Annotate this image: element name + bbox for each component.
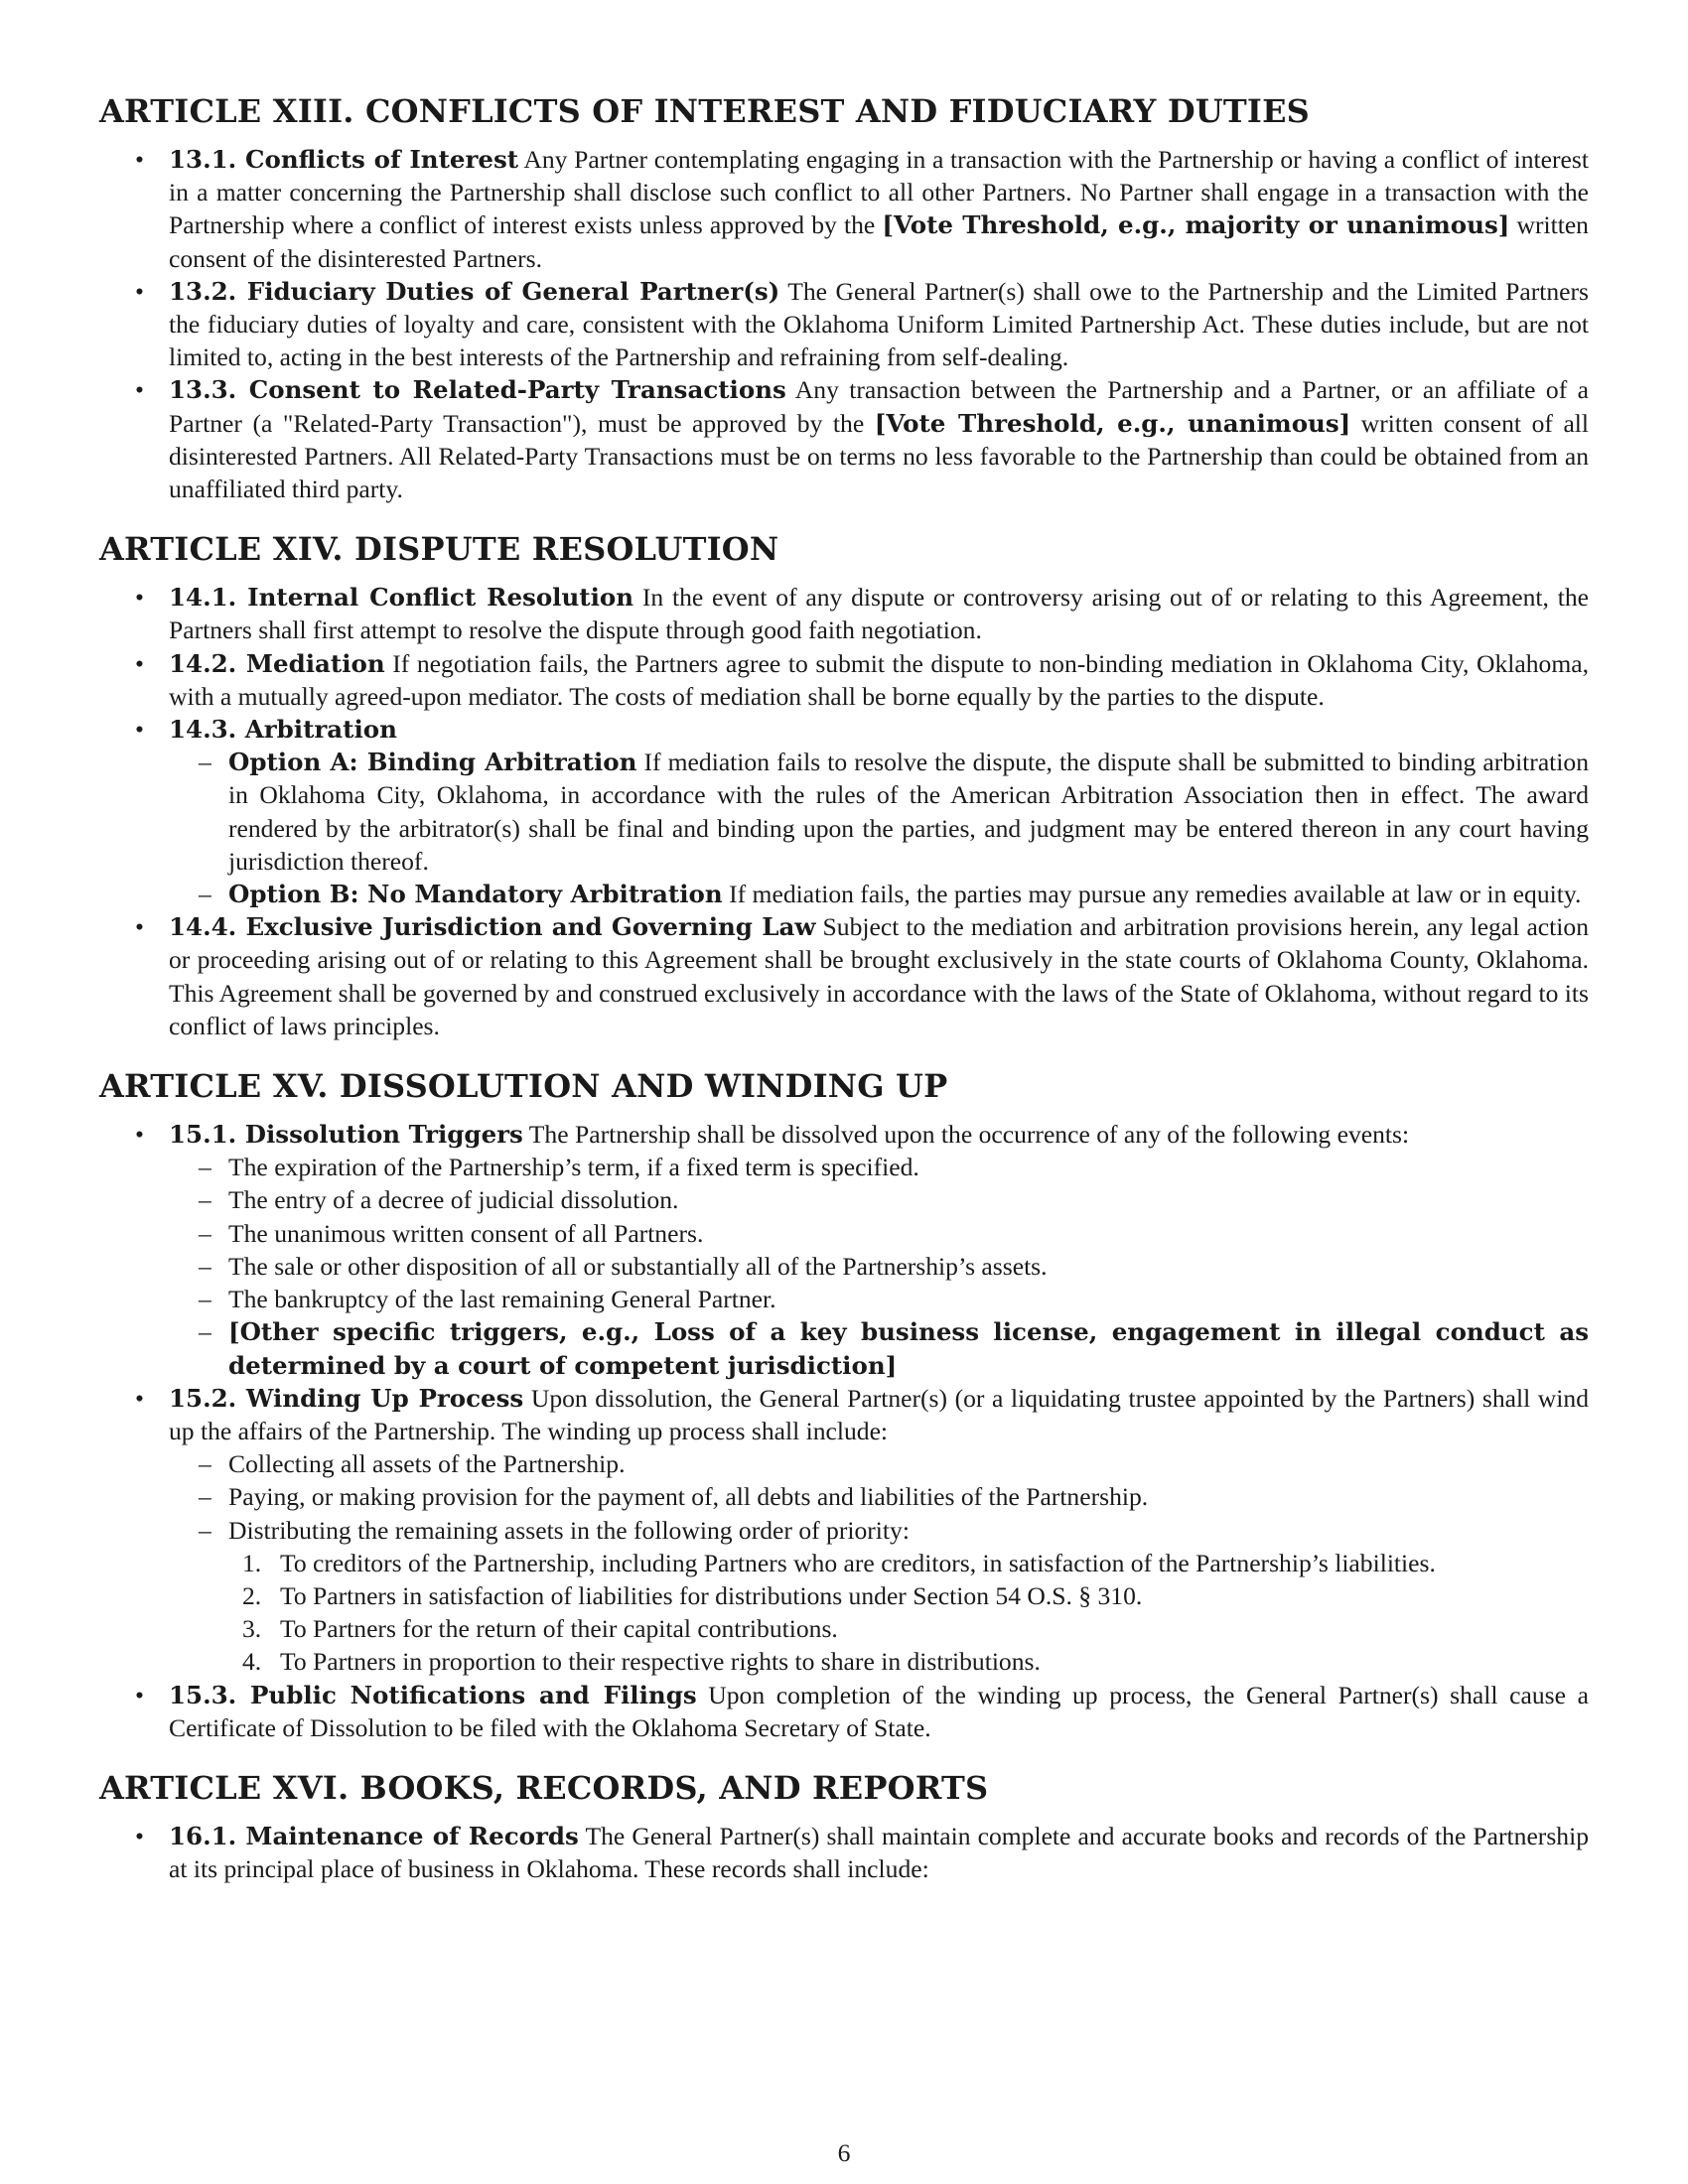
priority-number: 1.	[242, 1548, 262, 1577]
option-text: If mediation fails to resolve the dispute, the dispute shall be submitted to binding arbitration in Oklahoma City, Oklahoma, in accordance with the rules of the American Arbitration Association then in effect. The award rendered by the arbitrator(s) shall be final and binding upon the parties, and judgment may be entered thereon in any court having jurisdiction thereof.	[228, 748, 1589, 876]
priority-number: 3.	[242, 1614, 262, 1644]
section-heading: 14.3. Arbitration	[169, 715, 397, 745]
section-heading: 16.1. Maintenance of Records	[169, 1821, 579, 1850]
page-number: 6	[837, 2138, 851, 2167]
priority-text: To Partners in satisfaction of liabilities for distributions under Section 54 O.S. § 310.	[280, 1580, 1143, 1610]
section-13-1	[99, 143, 1589, 275]
placeholder-text: [Vote Threshold, e.g., majority or unanimous]	[882, 210, 1510, 240]
priority-number: 2.	[242, 1580, 262, 1610]
option-heading: Option A: Binding Arbitration	[228, 748, 637, 777]
list-item: – The sale or other disposition of all or substantially all of the Partnership’s assets.	[169, 1250, 1589, 1283]
section-15-2	[99, 1382, 1589, 1679]
section-heading: 13.2. Fiduciary Duties of General Partner(s)	[169, 276, 780, 306]
section-text: Upon completion of the winding up process, the General Partner(s) shall cause a Certificate of Dissolution to be filed with the Oklahoma Secretary of State.	[169, 1680, 1589, 1742]
section-text: The General Partner(s) shall owe to the Partnership and the Limited Partners the fiduciary duties of loyalty and care, consistent with the Oklahoma Uniform Limited Partnership Act. These duties include, but are not limited to, acting in the best interests of the Partnership and refraining from self-dealing.	[169, 276, 1589, 372]
priority-list	[228, 1547, 1589, 1679]
section-15-1	[99, 1118, 1589, 1382]
section-list	[99, 1118, 1589, 1744]
option-heading: Option B: No Mandatory Arbitration	[228, 880, 723, 909]
option-a	[169, 746, 1589, 878]
article-heading: ARTICLE XV. DISSOLUTION AND WINDING UP	[99, 1067, 948, 1106]
priority-item	[228, 1547, 1589, 1579]
list-item: – Collecting all assets of the Partnership.	[169, 1447, 1589, 1480]
article-xiii	[99, 91, 1589, 505]
section-text: written consent of all disinterested Partners. All Related-Party Transactions must be on terms no less favorable to the Partnership than could be obtained from an unaffiliated third party.	[169, 408, 1590, 504]
section-text: In the event of any dispute or controversy arising out of or relating to this Agreement, the Partners shall first attempt to resolve the dispute through good faith negotiation.	[169, 583, 1589, 645]
article-xv	[99, 1066, 1589, 1744]
list-item: – The bankruptcy of the last remaining General Partner.	[169, 1283, 1589, 1315]
document-page	[99, 91, 1589, 1909]
section-14-4	[99, 910, 1589, 1042]
priority-text: To Partners in proportion to their respective rights to share in distributions.	[280, 1647, 1041, 1677]
winding-up-steps	[169, 1447, 1589, 1678]
section-heading: 15.1. Dissolution Triggers	[169, 1120, 523, 1150]
priority-item	[228, 1612, 1589, 1645]
section-14-1	[99, 581, 1589, 646]
section-text: Any transaction between the Partnership and a Partner, or an affiliate of a Partner (a "Related-Party Transaction"), must be approved by the	[169, 375, 1589, 438]
list-item-text: Distributing the remaining assets in the following order of priority:	[228, 1515, 910, 1545]
section-14-2	[99, 647, 1589, 713]
section-text: The General Partner(s) shall maintain complete and accurate books and records of the Partnership at its principal place of business in Oklahoma. These records shall include:	[169, 1821, 1589, 1884]
section-text: Upon dissolution, the General Partner(s) (or a liquidating trustee appointed by the Partners) shall wind up the affairs of the Partnership. The winding up process shall include:	[169, 1383, 1589, 1445]
article-heading: ARTICLE XIII. CONFLICTS OF INTEREST AND FIDUCIARY DUTIES	[99, 92, 1310, 130]
article-heading: ARTICLE XVI. BOOKS, RECORDS, AND REPORTS	[99, 1768, 989, 1807]
option-text: If mediation fails, the parties may pursue any remedies available at law or in equity.	[722, 880, 1582, 909]
priority-item	[228, 1579, 1589, 1612]
section-14-3	[99, 713, 1589, 910]
section-13-3	[99, 373, 1589, 505]
section-text: The Partnership shall be dissolved upon the occurrence of any of the following events:	[522, 1120, 1410, 1150]
list-item: – Paying, or making provision for the payment of, all debts and liabilities of the Partnership.	[169, 1480, 1589, 1513]
list-item: – The expiration of the Partnership’s term, if a fixed term is specified.	[169, 1151, 1589, 1183]
article-xiv	[99, 529, 1589, 1042]
placeholder-text: [Other specific triggers, e.g., Loss of a key business license, engagement in illegal conduct as determined by a court of competent jurisdiction]	[228, 1317, 1589, 1380]
section-heading: 14.1. Internal Conflict Resolution	[169, 583, 634, 613]
priority-number: 4.	[242, 1647, 262, 1677]
section-text: written consent of the disinterested Partners.	[169, 210, 1589, 273]
option-b	[169, 878, 1589, 910]
placeholder-text: [Vote Threshold, e.g., unanimous]	[874, 408, 1351, 438]
section-heading: 13.3. Consent to Related-Party Transactions	[169, 375, 786, 405]
list-item	[169, 1315, 1589, 1381]
section-heading: 13.1. Conflicts of Interest	[169, 145, 519, 174]
list-item: – The entry of a decree of judicial dissolution.	[169, 1183, 1589, 1216]
section-list	[99, 143, 1589, 505]
section-heading: 15.3. Public Notifications and Filings	[169, 1680, 697, 1709]
list-item: – The unanimous written consent of all Partners.	[169, 1217, 1589, 1250]
section-heading: 15.2. Winding Up Process	[169, 1383, 524, 1413]
trigger-list	[169, 1151, 1589, 1381]
section-16-1	[99, 1820, 1589, 1885]
section-heading: 14.4. Exclusive Jurisdiction and Governing Law	[169, 912, 816, 942]
section-15-3	[99, 1679, 1589, 1744]
article-xvi	[99, 1768, 1589, 1885]
section-list	[99, 1820, 1589, 1885]
priority-item	[228, 1645, 1589, 1678]
priority-text: To Partners for the return of their capital contributions.	[280, 1614, 838, 1644]
section-text: Any Partner contemplating engaging in a transaction with the Partnership or having a conflict of interest in a matter concerning the Partnership shall disclose such conflict to all other Partners. No Partner shall engage in a transaction with the Partnership where a conflict of interest exists unless approved by the	[169, 145, 1589, 240]
section-text: If negotiation fails, the Partners agree to submit the dispute to non-binding mediation in Oklahoma City, Oklahoma, with a mutually agreed-upon mediator. The costs of mediation shall be borne equally by the parties to the dispute.	[169, 648, 1590, 711]
section-list	[99, 581, 1589, 1042]
priority-text: To creditors of the Partnership, including Partners who are creditors, in satisfaction of the Partnership’s liabilities.	[280, 1548, 1436, 1577]
article-heading: ARTICLE XIV. DISPUTE RESOLUTION	[99, 530, 779, 569]
section-heading: 14.2. Mediation	[169, 648, 385, 678]
section-text: Subject to the mediation and arbitration provisions herein, any legal action or proceeding arising out of or relating to this Agreement shall be brought exclusively in the state courts of Oklahoma County, Oklahoma. This Agreement shall be governed by and construed exclusively in accordance with the laws of the State of Oklahoma, without regard to its conflict of laws principles.	[169, 912, 1589, 1040]
section-13-2	[99, 275, 1589, 374]
list-item	[169, 1514, 1589, 1679]
option-list	[169, 746, 1589, 910]
